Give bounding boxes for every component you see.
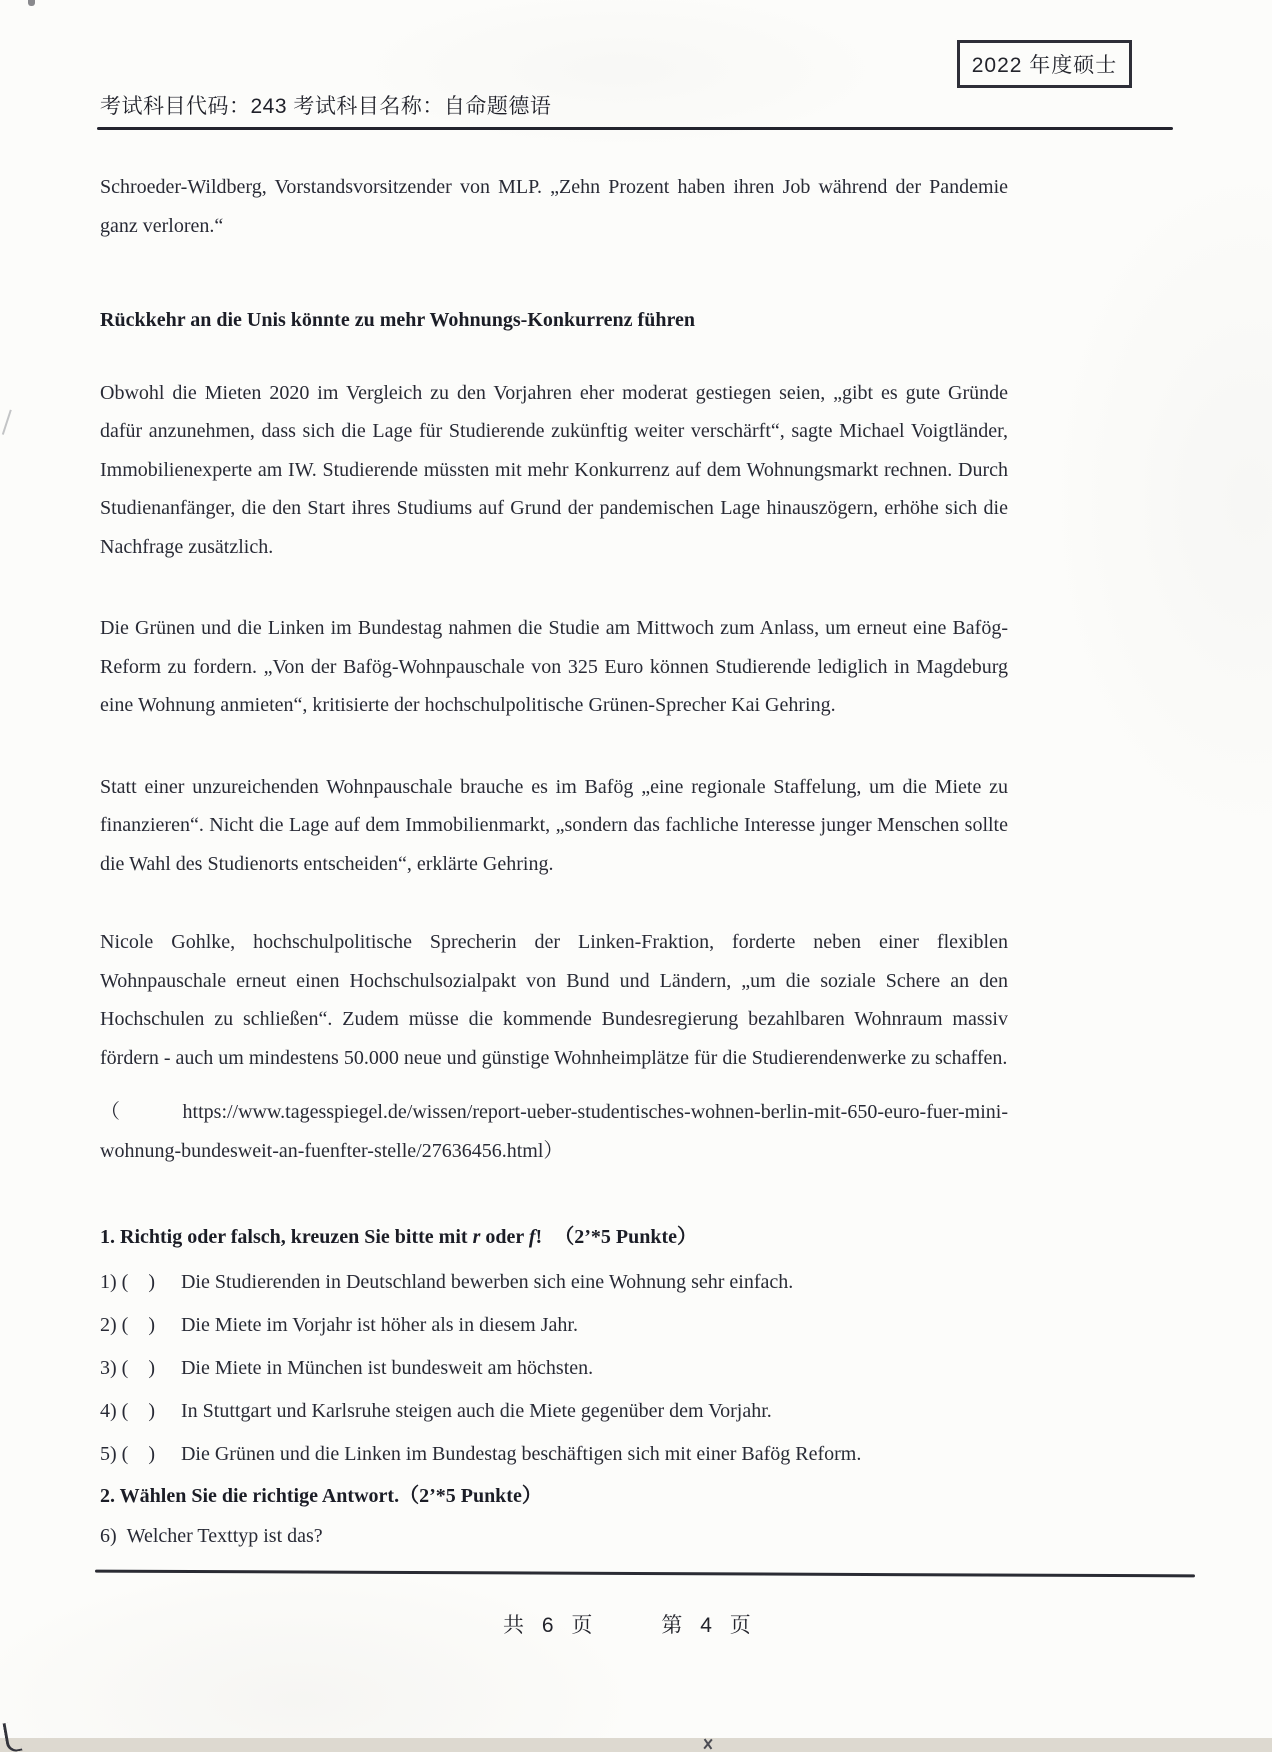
year-stamp-box [957,40,1132,88]
answer-blank-1: 1) ( ) [100,1270,155,1293]
question-text-2: Die Miete im Vorjahr ist höher als in diesem Jahr. [180,1313,578,1336]
paragraph: Obwohl die Mieten 2020 im Vergleich zu den Vorjahren eher moderat gestiegen seien, „gibt es gute Gründe dafür anzunehmen, dass sich die Lage für Studierende zukünftig weiter verschärft“, sagte Michael Voigtländer, Immobilienexperte am IW. Studierende müssten mit mehr Konkurrenz auf dem Wohnungsmarkt rechnen. Durch Studienanfänger, die den Start ihres Studiums auf Grund der pandemischen Lage hinauszögern, erhöhe sich die Nachfrage zusätzlich. [100,381,1008,558]
question-item-4 [100,1390,1008,1433]
current-page-label: 第 4 页 [661,1614,757,1637]
article-heading: Rückkehr an die Unis könnte zu mehr Wohnungs-Konkurrenz führen [100,309,695,331]
section-1-title-mid: oder [480,1226,529,1248]
answer-blank-5: 5) ( ) [100,1442,155,1465]
question-item-6 [100,1516,1008,1556]
question-text-1: Die Studierenden in Deutschland bewerben sich eine Wohnung sehr einfach. [180,1270,794,1293]
year-stamp-label: 2022 年度硕士 [971,54,1118,77]
question-item-3 [100,1347,1008,1390]
source-url: （https://www.tagesspiegel.de/wissen/report-ueber-studentisches-wohnen-berlin-mit-650-euro-fuer-mini-wohnung-bundesweit-an-fuenfter-stelle/27636456.html） [100,1101,1008,1162]
paragraph: Nicole Gohlke, hochschulpolitische Sprecherin der Linken-Fraktion, forderte neben einer flexiblen Wohnpauschale erneut einen Hochschulsozialpakt von Bund und Ländern, „um die soziale Schere an den Hochschulen zu schließen“. Zudem müsse die kommende Bundesregierung bezahlbaren Wohnraum massiv fördern - auch um mindestens 50.000 neue und günstige Wohnheimplätze für die Studierendenwerke zu schaffen. [100,931,1008,1069]
footer-divider [95,1570,1195,1577]
answer-blank-3: 3) ( ) [100,1356,155,1379]
section-1-title-lead: 1. Richtig oder falsch, kreuzen Sie bitte mit [100,1226,473,1248]
scan-artifact-left-edge [0,407,12,435]
question-item-2 [100,1304,1008,1347]
page-footer [503,1609,757,1639]
paragraph: Die Grünen und die Linken im Bundestag nahmen die Studie am Mittwoch zum Anlass, um erneut eine Bafög-Reform zu fordern. „Von der Bafög-Wohnpauschale von 325 Euro können Studierende lediglich in Magdeburg eine Wohnung anmieten“, kritisierte der hochschulpolitische Grünen-Sprecher Kai Gehring. [100,617,1008,716]
article-body [100,168,1008,1556]
true-false-question-list [100,1261,1008,1476]
question-text-6: Welcher Texttyp ist das? [126,1524,323,1547]
section-1-points: （2’*5 Punkte） [554,1226,698,1248]
answer-blank-2: 2) ( ) [100,1313,155,1336]
scan-bottom-strip [0,1738,1272,1752]
question-text-3: Die Miete in München ist bundesweit am höchsten. [180,1356,594,1379]
section-1-title-bang: ! [535,1226,543,1248]
answer-blank-4: 4) ( ) [100,1399,155,1422]
section-1-title [100,1218,1008,1257]
exam-subject-header: 考试科目代码：243 考试科目名称：自命题德语 [100,95,552,118]
header-divider [97,127,1173,130]
section-1-title-r: r [472,1226,481,1248]
paragraph: Statt einer unzureichenden Wohnpauschale brauche es im Bafög „eine regionale Staffelung, um die Miete zu finanzieren“. Nicht die Lage auf dem Immobilienmarkt, „sondern das fachliche Interesse junger Menschen sollte die Wahl des Studienorts entscheiden“, erklärte Gehring. [100,775,1008,875]
scan-speck [28,0,35,6]
section-1-title-f: f [528,1226,536,1248]
total-pages-label: 共 6 页 [503,1614,599,1637]
question-text-5: Die Grünen und die Linken im Bundestag beschäftigen sich mit einer Bafög Reform. [180,1442,862,1465]
scan-artifact-squiggle [701,1738,715,1750]
question-text-4: In Stuttgart und Karlsruhe steigen auch die Miete gegenüber dem Vorjahr. [180,1399,772,1422]
question-marker-6: 6) [100,1524,117,1547]
question-item-5 [100,1433,1008,1476]
paragraph-continued: Schroeder-Wildberg, Vorstandsvorsitzender von MLP. „Zehn Prozent haben ihren Job während der Pandemie ganz verloren.“ [100,176,1008,237]
section-2-title: 2. Wählen Sie die richtige Antwort.（2’*5 Punkte） [100,1484,542,1507]
question-item-1 [100,1261,1008,1304]
